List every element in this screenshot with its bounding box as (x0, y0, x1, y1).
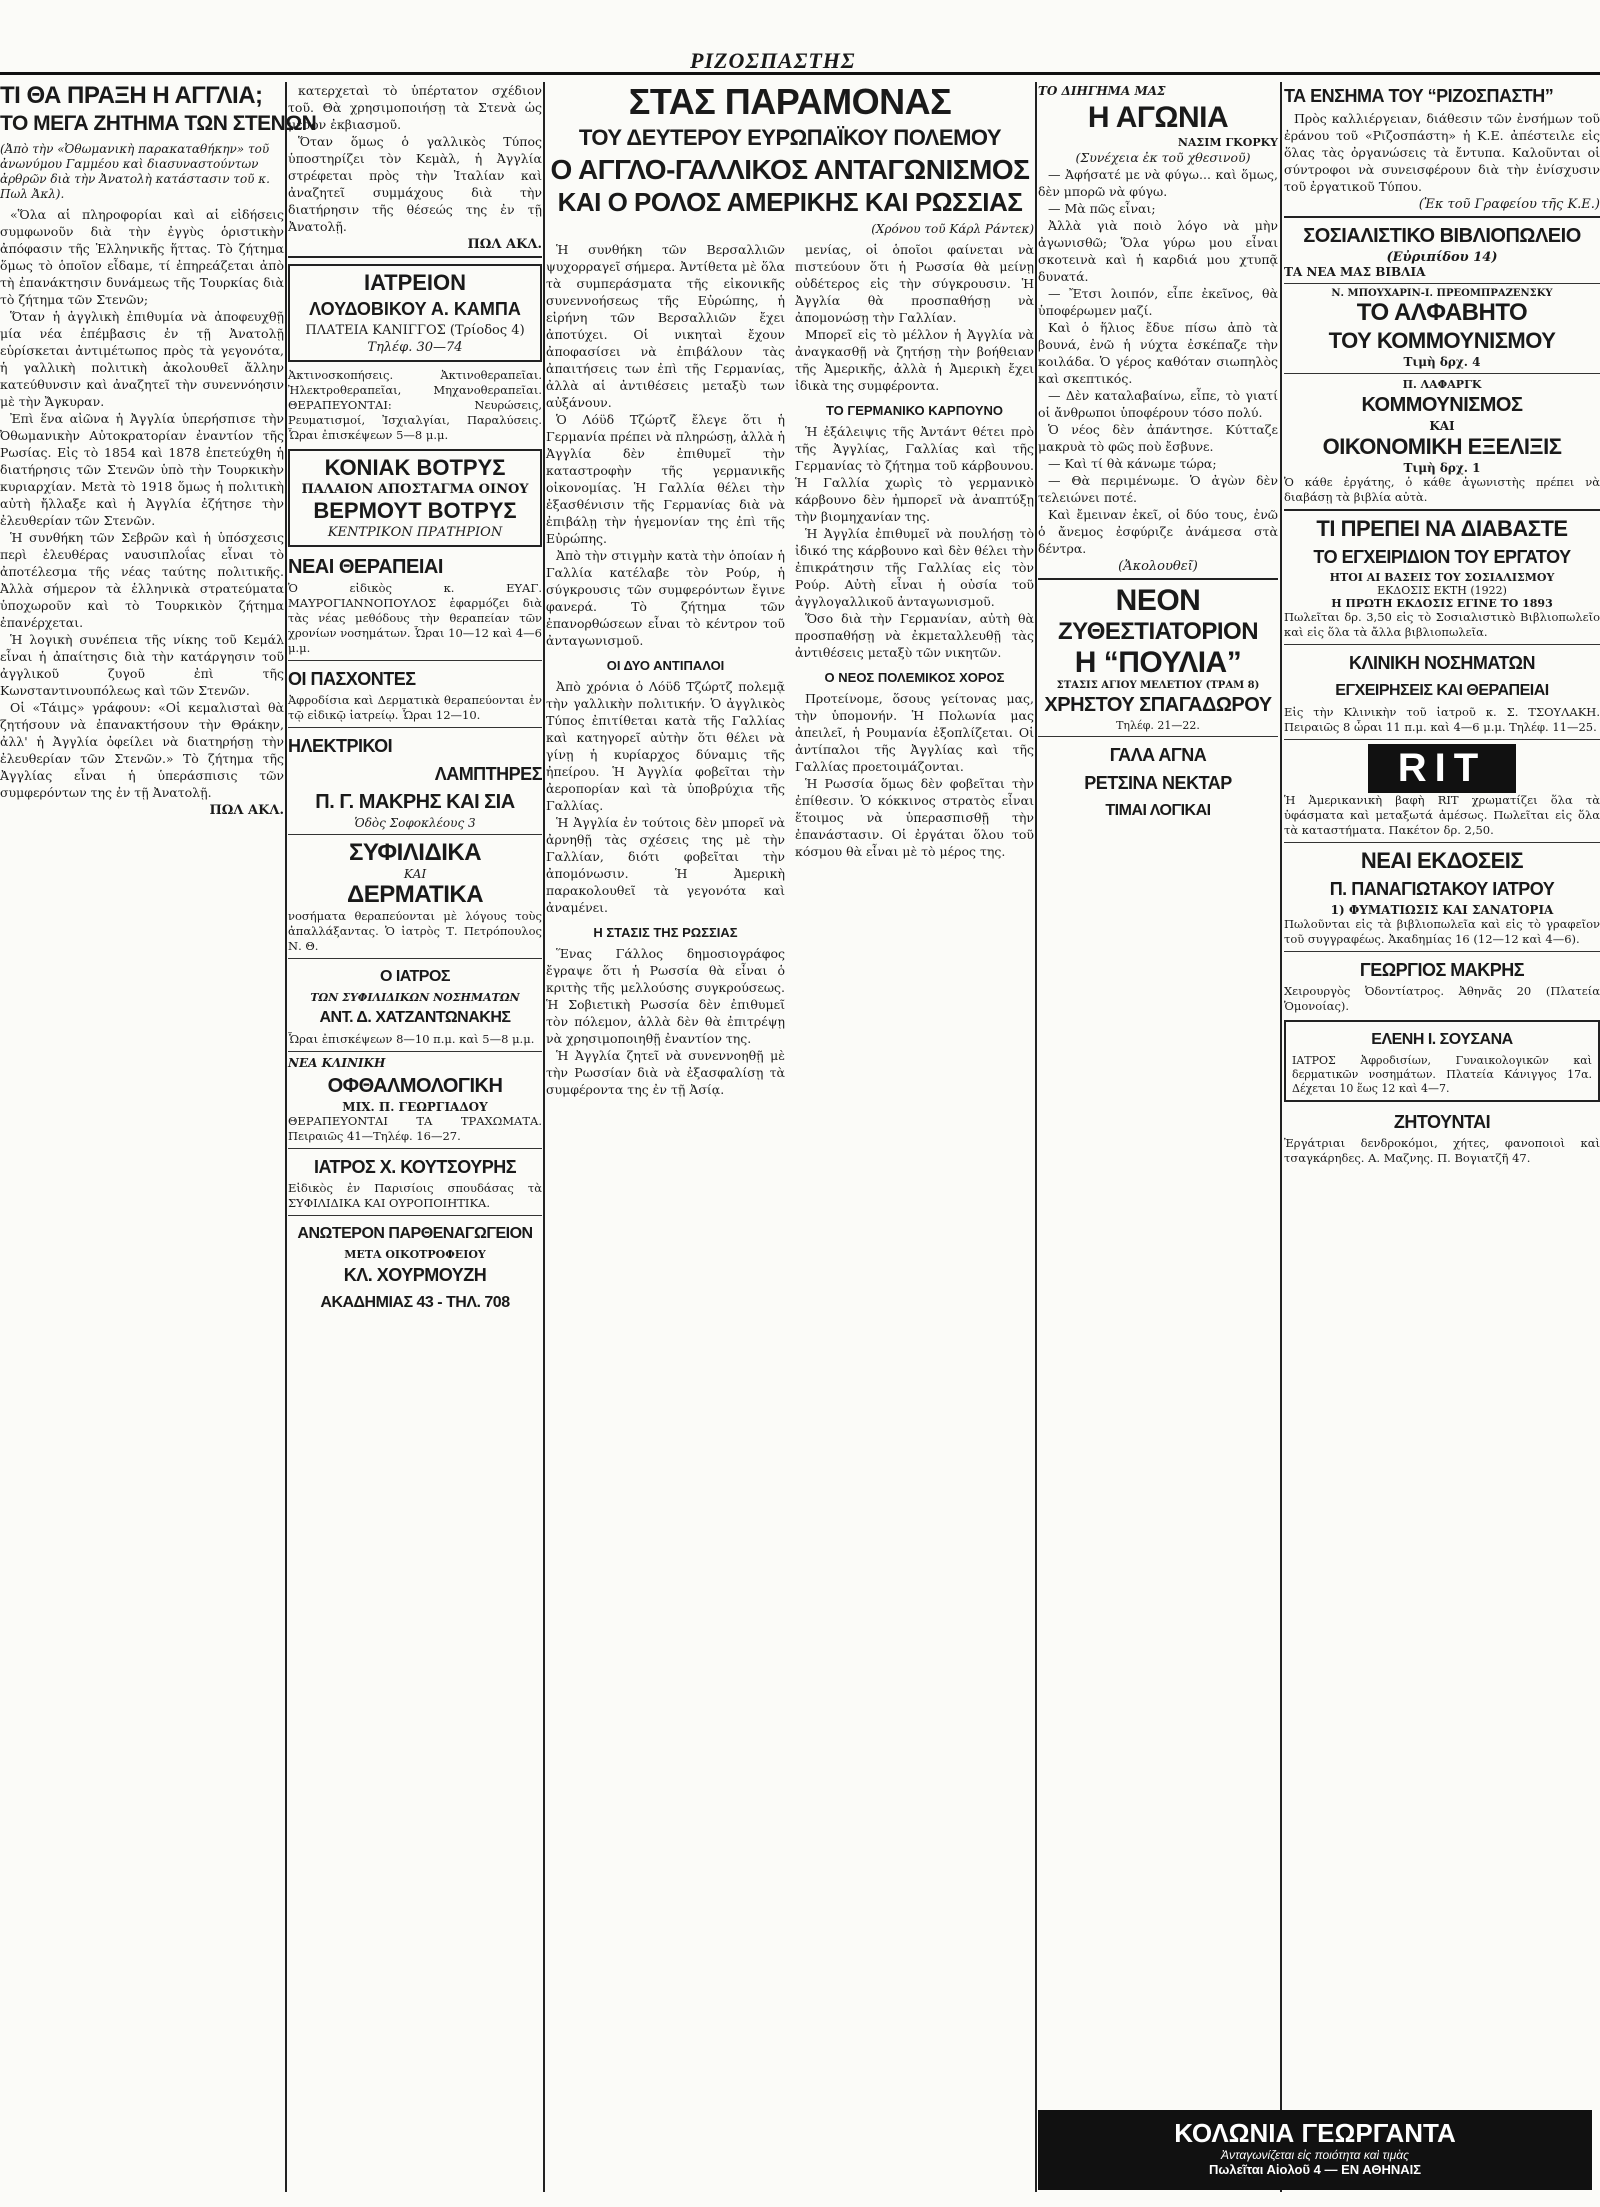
ad-cologne (1038, 2110, 1592, 2190)
paragraph: — Μὰ πῶς εἶναι; (1048, 201, 1156, 216)
article-headline: Ο ΑΓΓΛΟ-ΓΑΛΛΙΚΟΣ ΑΝΤΑΓΩΝΙΣΜΟΣ (550, 154, 1030, 185)
divider (1038, 736, 1278, 737)
ad-line: Ν. ΜΠΟΥΧΑΡΙΝ-Ι. ΠΡΕΟΜΠΡΑΖΕΝΣΚΥ (1331, 288, 1553, 299)
ad-line: ΤΙΜΑΙ ΛΟΓΙΚΑΙ (1105, 802, 1211, 819)
ad-line: ΒΕΡΜΟΥΤ ΒΟΤΡΥΣ (313, 498, 517, 523)
ad-text: Ὁ κάθε ἐργάτης, ὁ κάθε ἀγωνιστὴς πρέπει νὰ διαβάσῃ τὰ βιβλία αὐτὰ. (1284, 475, 1600, 504)
paragraph: Ἐπὶ ἕνα αἰῶνα ἡ Ἀγγλία ὑπερήσπισε τὴν Ὀθωμανικὴν Αὐτοκρατορίαν ἐναντίον τῆς Ρωσίας. Εἰς τὸ 1854 καὶ 1878 ἐπετεύχθη ἡ διατήρησις τῶν Στενῶν ὑπὸ τὴν Τουρκικὴν κυριαρχίαν. Μετὰ τὸ 1918 ὅμως ἡ πολιτικὴ αὐτὴ ἤλλαξε καὶ ἡ Ἀγγλία ἐζήτησε τὴν ἐλευθερίαν τῶν Στενῶν. (0, 411, 284, 528)
ad-line: Πωλεῖται Αἰολοῦ 4 — ΕΝ ΑΘΗΝΑΙΣ (1208, 2162, 1422, 2177)
divider (1284, 509, 1600, 511)
article-subheadline: ΤΟ ΜΕΓΑ ΖΗΤΗΜΑ ΤΩΝ ΣΤΕΝΩΝ (0, 112, 317, 135)
story-title: Η ΑΓΩΝΙΑ (1087, 101, 1229, 134)
paragraph: Ὅταν ὅμως ὁ γαλλικὸς Τύπος ὑποστηρίζει τὸν Κεμὰλ, ἡ Ἀγγλία στρέφεται πρὸς τὴν Ἰταλίαν καὶ ἀναζητεῖ συμμάχους διὰ τὴν διατήρησιν τῆς θέσεώς της ἐν τῇ Ἀνατολῇ. (288, 134, 542, 234)
paragraph: Ὅταν ἡ ἀγγλικὴ ἐπιθυμία νὰ ἀποφευχθῇ μία νέα ἐπέμβασις ἐν τῇ Ἀνατολῇ εὑρίσκεται ἀντιμέτωπος πρὸς τὰ γεγονότα, ἡ γαλλικὴ πολιτικὴ ἀκολουθεῖ ἄλλην κατεύθυνσιν καὶ ἀναζητεῖ τὴν συνεννόησιν μὲ τὴν Ἄγκυραν. (0, 309, 284, 409)
ad-price: Τιμὴ δρχ. 1 (1403, 461, 1481, 475)
article-headline: ΤΙ ΘΑ ΠΡΑΞΗ Η ΑΓΓΛΙΑ; (0, 82, 263, 109)
ad-text: ΙΑΤΡΟΣ Ἀφροδισίων, Γυναικολογικῶν καὶ δερματικῶν νοσημάτων. Πλατεία Κάνιγγος 17α. Δέχεται 10 ἕως 12 καὶ 4—7. (1292, 1054, 1592, 1095)
ad-line: ΠΑΛΑΙΟΝ ΑΠΟΣΤΑΓΜΑ ΟΙΝΟΥ (301, 482, 529, 497)
paragraph: Πρὸς καλλιέργειαν, διάθεσιν τῶν ἐνσήμων τοῦ ἐράνου τοῦ «Ριζοσπάστη» ἡ Κ.Ε. ἀπέστειλε εἰς ὅλας τὰς ὀργανώσεις τὰ ἔντυπα. Καλοῦνται οἱ σύντροφοι νὰ συνεισφέρουν διὰ τὴν ἐνίσχυσιν τοῦ ἐργατικοῦ Τύπου. (1284, 111, 1600, 194)
ad-line: ΚΕΝΤΡΙΚΟΝ ΠΡΑΤΗΡΙΟΝ (327, 525, 503, 540)
ad-text: ΘΕΡΑΠΕΥΟΝΤΑΙ ΤΑ ΤΡΑΧΩΜΑΤΑ. Πειραιῶς 41—Τηλέφ. 16—27. (288, 1114, 542, 1143)
ad-line: ΚΟΝΙΑΚ ΒΟΤΡΥΣ (324, 455, 506, 480)
paragraph: Ὁ Λόϋδ Τζώρτζ ἔλεγε ὅτι ἡ Γερμανία πρέπει νὰ πληρώσῃ, ἀλλὰ ἡ Ἀγγλία δὲν ἐπιθυμεῖ τὴν καταστροφὴν τῆς γερμανικῆς οἰκονομίας. Ἡ Γαλλία θέλει τὴν ἐξασθένισιν τῆς Γερμανίας διὰ νὰ ἐπιβάλῃ τὴν ἡγεμονίαν της ἐπὶ τῆς Εὐρώπης. (546, 412, 785, 546)
paragraph: Καὶ ἔμειναν ἐκεῖ, οἱ δύο τους, ἐνῶ ὁ ἄνεμος ἐσφύριζε ἀνάμεσα στὰ δέντρα. (1038, 507, 1278, 556)
ad-text: Πωλεῖται δρ. 3,50 εἰς τὸ Σοσιαλιστικὸ Βιβλιοπωλεῖο καὶ εἰς ὅλα τὰ ἄλλα βιβλιοπωλεῖα. (1284, 610, 1600, 639)
paragraph: Ὁ νέος δὲν ἀπάντησε. Κύτταζε μακρυὰ τὸ φῶς ποὺ ἔσβυνε. (1038, 422, 1278, 454)
paragraph: Ἕνας Γάλλος δημοσιογράφος ἔγραψε ὅτι ἡ Ρωσσία θὰ εἶναι ὁ κριτὴς τῆς μελλούσης συγκρούσεως. Ἡ Σοβιετικὴ Ρωσσία δὲν ἐπιθυμεῖ τὸν πόλεμον, ἀλλὰ δὲν θὰ ἐπιτρέψῃ νὰ χρησιμοποιηθῇ ἐναντίον της. (546, 946, 785, 1046)
ad-line: ΕΚΔΟΣΙΣ ΕΚΤΗ (1922) (1377, 584, 1507, 597)
ad-rit (1284, 744, 1600, 838)
ad-line: ΕΓΧΕΙΡΗΣΕΙΣ ΚΑΙ ΘΕΡΑΠΕΙΑΙ (1335, 682, 1549, 699)
divider (288, 256, 542, 258)
paragraph: Ἡ Ἀγγλία ἐν τούτοις δὲν μπορεῖ νὰ ἀρνηθῇ τὰς σχέσεις της μὲ τὴν Γαλλίαν, διότι φοβεῖται τὴν ἀπομόνωσιν. Ἡ Ἀμερικὴ παρακολουθεῖ τὰ γεγονότα καὶ ἀναμένει. (546, 815, 785, 915)
ad-line: ΤΙ ΠΡΕΠΕΙ ΝΑ ΔΙΑΒΑΣΤΕ (1316, 516, 1568, 541)
ad-line: ΚΟΛΩΝΙΑ ΓΕΩΡΓΑΝΤΑ (1174, 2118, 1456, 2148)
paragraph: (Συνέχεια ἐκ τοῦ χθεσινοῦ) (1075, 150, 1251, 165)
ad-school (288, 1220, 542, 1317)
ad-line: Π. ΠΑΝΑΓΙΩΤΑΚΟΥ ΙΑΤΡΟΥ (1329, 879, 1555, 899)
ad-text: Ἀφροδίσια καὶ Δερματικὰ θεραπεύονται ἐν τῷ εἰδικῷ ἰατρείῳ. Ὧραι 12—10. (288, 693, 542, 722)
ad-line: ΓΑΛΑ ΑΓΝΑ (1109, 745, 1207, 765)
paragraph: μενίας, οἱ ὁποῖοι φαίνεται νὰ πιστεύουν ὅτι ἡ Ρωσσία θὰ μείνῃ οὐδέτερος εἰς τὴν σύγκρουσιν. Ἡ Ἀγγλία θὰ προσπαθήσῃ νὰ ἀπομονώσῃ τὴν Γαλλίαν. (795, 242, 1034, 325)
divider (1284, 644, 1600, 645)
ad-line: ΤΟ ΑΛΦΑΒΗΤΟ (1356, 299, 1528, 326)
divider (288, 1215, 542, 1216)
divider (1038, 578, 1278, 580)
ad-line: Ὁδὸς Σοφοκλέους 3 (354, 816, 476, 830)
ad-sub: ΤΑ ΝΕΑ ΜΑΣ ΒΙΒΛΙΑ (1284, 265, 1426, 279)
ad-title: ΣΟΣΙΑΛΙΣΤΙΚΟ ΒΙΒΛΙΟΠΩΛΕΙΟ (1303, 225, 1581, 247)
paragraph: Ἀπὸ χρόνια ὁ Λόϋδ Τζώρτζ πολεμᾷ τὴν γαλλικὴν πολιτικήν. Ὁ ἀγγλικὸς Τύπος ἐπιτίθεται κατὰ τῆς Γαλλίας καὶ κατηγορεῖ αὐτὴν ὅτι θέλει νὰ γίνῃ ἡ κυρίαρχος δύναμις τῆς ἠπείρου. Ἡ Ἀγγλία φοβεῖται τὴν ἀεροπορίαν καὶ τὰ ὑποβρύχια τῆς Γαλλίας. (546, 679, 785, 813)
article-byline: (Χρόνου τοῦ Κάρλ Ράντεκ) (871, 222, 1034, 236)
column-divider (1035, 82, 1037, 2192)
signature: (Ἐκ τοῦ Γραφείου τῆς Κ.Ε.) (1418, 197, 1600, 212)
notice-body (1284, 110, 1600, 195)
ad-doctor (288, 963, 542, 1047)
ad-line: Ἀνταγωνίζεται εἰς ποιότητα καὶ τιμὰς (1221, 2148, 1409, 2162)
ad-clinic (288, 264, 542, 362)
paragraph: Ἀπὸ τὴν στιγμὴν κατὰ τὴν ὁποίαν ἡ Γαλλία κατέλαβε τὸν Ρούρ, ἡ σύγκρουσις τῶν συμφερόντων ἔγινε φανερά. Τὸ ζήτημα τῶν ἐπανορθώσεων εἶναι τὸ κέντρον τοῦ ἀνταγωνισμοῦ. (546, 548, 785, 648)
ad-text: νοσήματα θεραπεύονται μὲ λόγους τοὺς ἀπαλλάξαντας. Ὁ ἰατρὸς Τ. Πετρόπουλος Ν. Θ. (288, 909, 542, 953)
ad-line: Η “ΠΟΥΛΙΑ” (1074, 646, 1242, 679)
story-body (1038, 149, 1278, 557)
ad-name: ΜΙΧ. Π. ΓΕΩΡΓΙΑΔΟΥ (342, 1100, 488, 1114)
ad-library (1284, 222, 1600, 279)
ad-title: ΕΛΕΝΗ Ι. ΣΟΥΣΑΝΑ (1371, 1031, 1513, 1048)
ad-title: ΝΕΑΙ ΘΕΡΑΠΕΙΑΙ (288, 556, 443, 578)
paragraph: Καὶ ὁ ἥλιος ἔδυε πίσω ἀπὸ τὰ βουνά, ἐνῶ ἡ νύχτα ἐσκέπαζε τὴν κοιλάδα. Ὁ γέρος καθόταν σιωπηλὸς καὶ σκεπτικός. (1038, 320, 1278, 386)
article-columns (546, 241, 1034, 1098)
ad-koutsouris (288, 1153, 542, 1211)
section-subhead: Η ΣΤΑΣΙΣ ΤΗΣ ΡΩΣΣΙΑΣ (593, 925, 738, 940)
divider (1284, 216, 1600, 218)
column-story (1038, 82, 1278, 2192)
ad-line: ΧΡΗΣΤΟΥ ΣΠΑΓΑΔΩΡΟΥ (1044, 694, 1272, 716)
signature: ΠΩΛ ΑΚΛ. (209, 803, 284, 818)
column-2 (288, 82, 542, 2192)
ad-name: ΛΟΥΔΟΒΙΚΟΥ Α. ΚΑΜΠΑ (309, 299, 521, 319)
ad-title: ΓΕΩΡΓΙΟΣ ΜΑΚΡΗΣ (1359, 960, 1525, 980)
column-5 (1284, 82, 1600, 2192)
ad-line: ΑΝΤ. Δ. ΧΑΤΖΑΝΤΩΝΑΚΗΣ (319, 1009, 511, 1026)
ad-text: Ἀκτινοσκοπήσεις. Ἀκτινοθεραπεῖαι. Ἠλεκτροθεραπεῖαι, Μηχανοθεραπεῖαι. ΘΕΡΑΠΕΥΟΝΤΑΙ: Νευρώσεις, Ρευματισμοί, Ἰσχιαλγίαι, Παραλύσεις. Ὧραι ἐπισκέψεων 5—8 μ.μ. (288, 368, 542, 442)
ad-line: ΤΟΥ ΚΟΜΜΟΥΝΙΣΜΟΥ (1328, 328, 1556, 353)
article-intro: (Ἀπὸ τὴν «Ὀθωμανικὴ παρακαταθήκην» τοῦ ἀνωνύμου Γαμμέου καὶ διασυναστούντων ἀρθρῶν διὰ τὴν Ἀνατολὴ κατάστασιν τοῦ κ. Πωλ Ἀκλ). (0, 142, 270, 201)
ad-line: ΑΝΩΤΕΡΟΝ ΠΑΡΘΕΝΑΓΩΓΕΙΟΝ (297, 1225, 533, 1242)
ad-phone: Τηλέφ. 30—74 (367, 340, 463, 355)
divider (1284, 951, 1600, 952)
ad-line: ΣΤΑΣΙΣ ΑΓΙΟΥ ΜΕΛΕΤΙΟΥ (ΤΡΑΜ 8) (1056, 680, 1260, 691)
column-divider (285, 82, 287, 2192)
paragraph: Ἡ λογικὴ συνέπεια τῆς νίκης τοῦ Κεμάλ εἶναι ἡ ἀπαίτησις διὰ τὴν κατάργησιν τοῦ ἀγγλικοῦ ζυγοῦ ἐπὶ τῆς Κωνσταντινουπόλεως καὶ τῶν Στενῶν. (0, 632, 284, 698)
article-headline: ΚΑΙ Ο ΡΟΛΟΣ ΑΜΕΡΙΚΗΣ ΚΑΙ ΡΩΣΣΙΑΣ (557, 187, 1023, 217)
divider (288, 958, 542, 959)
section-subhead: ΟΙ ΔΥΟ ΑΝΤΙΠΑΛΟΙ (606, 658, 725, 673)
divider (1284, 373, 1600, 374)
divider (1284, 739, 1600, 740)
ad-line: Η ΠΡΩΤΗ ΕΚΔΟΣΙΣ ΕΓΙΝΕ ΤΟ 1893 (1331, 597, 1553, 610)
ad-title: ΗΛΕΚΤΡΙΚΟΙ (288, 736, 393, 756)
article-right-column (795, 241, 1034, 1098)
divider (288, 1051, 542, 1052)
article-body (0, 206, 284, 801)
paragraph: Ἡ συνθήκη τῶν Βερσαλλιῶν ψυχορραγεῖ σήμερα. Ἀντίθετα μὲ ὅλα τὰ συμπεράσματα τῆς εἰκονικῆς συνεννοήσεως τῆς Εὐρώπης, ἡ εἰρήνη τῶν Βερσαλλιῶν ἔχει ἀποτύχει. Οἱ νικηταὶ ἔχουν ἀποφασίσει νὰ ἐπιβάλουν τὰς ἀπαιτήσεις των ἐπὶ τῆς Γερμανίας, ἀλλὰ αἱ ἀντιθέσεις μεταξὺ των αὐξάνουν. (546, 242, 785, 410)
signature: ΠΩΛ ΑΚΛ. (467, 237, 542, 252)
ad-text: Ἐργάτριαι δενδροκόμοι, χήτες, φανοποιοὶ καὶ τσαγκάρηδες. Α. Μαζνης. Π. Βογιατζῆ 47. (1284, 1136, 1600, 1165)
story-continuation: (Ἀκολουθεῖ) (1118, 559, 1198, 574)
ad-line: ΝΕΟΝ (1115, 584, 1201, 617)
ad-restaurant (1038, 584, 1278, 732)
ad-line: ΜΕΤΑ ΟΙΚΟΤΡΟΦΕΙΟΥ (344, 1248, 486, 1261)
ad-text: Πωλοῦνται εἰς τὰ βιβλιοπωλεῖα καὶ εἰς τὸ γραφεῖον τοῦ συγγραφέως. Ἀκαδημίας 16 (12—12 καὶ 4—6). (1284, 917, 1600, 946)
ad-line: ΡΕΤΣΙΝΑ ΝΕΚΤΑΡ (1084, 773, 1232, 793)
paragraph: Ὅσο διὰ τὴν Γερμανίαν, αὐτὴ θὰ προσπαθήσῃ νὰ ἐκμεταλλευθῇ τὰς ἀντιθέσεις μεταξὺ τῶν νικητῶν. (795, 611, 1034, 660)
divider (288, 727, 542, 728)
ad-text: Εἰς τὴν Κλινικὴν τοῦ ἰατροῦ κ. Σ. ΤΣΟΥΛΑΚΗ. Πειραιῶς 8 ὧραι 11 π.μ. καὶ 4—6 μ.μ. Τηλέφ. 11—25. (1284, 705, 1600, 734)
ad-what-to-read (1284, 515, 1600, 640)
ad-text: Εἰδικὸς ἐν Παρισίοις σπουδάσας τὰ ΣΥΦΙΛΙΔΙΚΑ ΚΑΙ ΟΥΡΟΠΟΙΗΤΙΚΑ. (288, 1181, 542, 1210)
ad-tag: ΝΕΑ ΚΛΙΝΙΚΗ (288, 1056, 386, 1070)
paragraph: — Θὰ περιμένωμε. Ὁ ἀγὼν δὲν τελειώνει ποτέ. (1038, 473, 1278, 505)
paragraph: Μπορεῖ εἰς τὸ μέλλον ἡ Ἀγγλία νὰ ἀναγκασθῇ νὰ ζητήσῃ τὴν βοήθειαν τῆς Ἀμερικῆς, ἀλλὰ ἡ Ἀμερικὴ ἔχει ἰδικὰ της συμφέροντα. (795, 327, 1034, 393)
paragraph: Ἡ Ἀγγλία ζητεῖ νὰ συνεννοηθῇ μὲ τὴν Ρωσσίαν διὰ νὰ ἐξασφαλίσῃ τὰ συμφέροντα της ἐν τῇ Ἀσίᾳ. (546, 1048, 785, 1097)
article-headline: ΣΤΑΣ ΠΑΡΑΜΟΝΑΣ (628, 81, 952, 122)
ad-line: Π. Γ. ΜΑΚΡΗΣ ΚΑΙ ΣΙΑ (315, 791, 515, 813)
masthead-rule (0, 72, 1600, 75)
ad-phone: Τηλέφ. 21—22. (1116, 719, 1200, 732)
ad-cognac (288, 449, 542, 547)
paragraph: Ἡ Ἀγγλία ἐπιθυμεῖ νὰ πουλήσῃ τὸ ἰδικό της κάρβουνο καὶ δὲν θέλει τὴν ἐπικράτησιν τῆς Γαλλίας εἰς τὸν Ρούρ. Αὐτὴ εἶναι ἡ οὐσία τοῦ ἀγγλογαλλικοῦ ἀνταγωνισμοῦ. (795, 526, 1034, 609)
ad-line: ΖΥΘΕΣΤΙΑΤΟΡΙΟΝ (1057, 618, 1259, 645)
column-divider (543, 82, 545, 2192)
story-author: ΝΑΣΙΜ ΓΚΟΡΚΥ (1177, 136, 1278, 149)
ad-text: Χειρουργὸς Ὀδοντίατρος. Ἀθηνᾶς 20 (Πλατεία Ὁμονοίας). (1284, 984, 1600, 1013)
paragraph: κατερχεταὶ τὸ ὑπέρτατον σχέδιον τοῦ. Θὰ χρησιμοποιήσῃ τὰ Στενὰ ὡς μέσον ἐκβιασμοῦ. (288, 83, 542, 132)
rit-logo: RIT (1368, 744, 1516, 793)
ad-oi-paschontes (288, 665, 542, 723)
divider (288, 834, 542, 835)
ad-economic-book (1284, 378, 1600, 505)
paragraph: Προτείνομε, ὅσους γείτονας μας, τὴν ὑπομονήν. Ἡ Πολωνία μας ἀπειλεῖ, ἡ Ρουμανία ἐξοπλίζεται. Οἱ ἀντίπαλοι τῆς Ἀγγλίας καὶ τῆς Γαλλίας προετοιμάζονται. (795, 691, 1034, 774)
paragraph: «Ὅλα αἱ πληροφορίαι καὶ αἱ εἰδήσεις συμφωνοῦν διὰ τὴν ἐγγὺς ὁριστικὴν ἀπόφασιν τῆς Ἑλληνικῆς ἥττας. Τὸ ζήτημα ὅμως τὸ ὁποῖον εἶδαμε, τί ἐπηρεάζεται ἀπὸ τὴ ἐπανάκτησιν δυνάμεως τῆς Τουρκίας διὰ τὸ ζήτημα τῶν Στενῶν; (0, 207, 284, 307)
section-subhead: ΤΟ ΓΕΡΜΑΝΙΚΟ ΚΑΡΠΟΥΝΟ (825, 403, 1004, 418)
ad-text: Ὧραι ἐπισκέψεων 8—10 π.μ. καὶ 5—8 μ.μ. (288, 1032, 535, 1046)
paragraph: Ἡ συνθήκη τῶν Σεβρῶν καὶ ἡ ὑπόσχεσις περὶ ἐλευθέρας ναυσιπλοΐας εἶναι τὸ ἀποτέλεσμα τῆς νέας ταύτης πολιτικῆς. Ἀλλὰ σήμερον τὰ ἑλληνικὰ στρατεύματα ὑποχωροῦν καὶ τὸ Τουρκικὸν ζήτημα ἐπανέρχεται. (0, 530, 284, 630)
ad-line: ΗΤΟΙ ΑΙ ΒΑΣΕΙΣ ΤΟΥ ΣΟΣΙΑΛΙΣΜΟΥ (1329, 571, 1555, 584)
ad-new-therapies (288, 553, 542, 656)
ad-line: ΚΛΙΝΙΚΗ ΝΟΣΗΜΑΤΩΝ (1349, 653, 1535, 673)
paragraph: Ἀλλὰ γιὰ ποιὸ λόγο νὰ μὴν ἀγωνισθῶ; Ὅλα γύρω μου εἶναι σκοτεινὰ καὶ ἡ καρδιά μου χτυπᾷ δυνατά. (1038, 218, 1278, 284)
ad-title: ΟΙ ΠΑΣΧΟΝΤΕΣ (288, 669, 416, 689)
ad-line: ΣΥΦΙΛΙΔΙΚΑ (348, 839, 482, 866)
paragraph: — Καὶ τί θὰ κάνωμε τώρα; (1048, 456, 1217, 471)
ad-line: ΚΑΙ (1429, 419, 1455, 433)
article-headline: ΤΟΥ ΔΕΥΤΕΡΟΥ ΕΥΡΩΠΑΪΚΟΥ ΠΟΛΕΜΟΥ (578, 125, 1002, 150)
column-main-article (546, 82, 1034, 2192)
ad-title: ΙΑΤΡΕΙΟΝ (363, 270, 467, 295)
ad-text: Ἡ Ἀμερικανικὴ βαφὴ RIT χρωματίζει ὅλα τὰ ὑφάσματα καὶ μεταξωτά ἀμέσως. Πωλεῖται εἰς ὅλα τὰ καταστήματα. Πακέτον δρ. 2,50. (1284, 793, 1600, 837)
column-divider (1280, 82, 1282, 2192)
ad-line: ΤΩΝ ΣΥΦΙΛΙΔΙΚΩΝ ΝΟΣΗΜΑΤΩΝ (310, 991, 520, 1004)
masthead (0, 8, 1600, 73)
paragraph: Ἡ ἐξάλειψις τῆς Ἀντάντ θέτει πρὸ τῆς Ἀγγλίας, Γαλλίας καὶ τῆς Γερμανίας τὸ ζήτημα τοῦ κάρβουνου. Ἡ Γαλλία χωρὶς τὸ γερμανικὸ κάρβουνο δὲν ἠμπορεῖ νὰ ἀναπτύξῃ τὴν βιομηχανίαν της. (795, 424, 1034, 524)
article-continuation (288, 82, 542, 235)
ad-ophthalmology (288, 1056, 542, 1144)
ad-line: Ο ΙΑΤΡΟΣ (379, 968, 451, 985)
ad-line: ΚΑΙ (403, 867, 427, 881)
column-1 (0, 82, 317, 2192)
ad-line: ΔΕΡΜΑΤΙΚΑ (346, 881, 484, 908)
ad-line: ΤΟ ΕΓΧΕΙΡΙΔΙΟΝ ΤΟΥ ΕΡΓΑΤΟΥ (1313, 547, 1571, 567)
paragraph: Ἡ Ρωσσία ὅμως δὲν φοβεῖται τὴν ἐπίθεσιν. Ὁ κόκκινος στρατὸς εἶναι ἕτοιμος νὰ ὑπερασπισθῇ τὴν ἐπανάστασιν. Οἱ ἐργάται ὅλου τοῦ κόσμου θὰ εἶναι μὲ τὸ μέρος της. (795, 776, 1034, 859)
ad-line: 1) ΦΥΜΑΤΙΩΣΙΣ ΚΑΙ ΣΑΝΑΤΟΡΙΑ (1330, 903, 1554, 917)
divider (288, 1148, 542, 1149)
ad-title: ΟΦΘΑΛΜΟΛΟΓΙΚΗ (327, 1075, 503, 1097)
ad-address: (Εὐριπίδου 14) (1386, 250, 1498, 265)
ad-alphabet-book (1284, 288, 1600, 369)
ad-text: Ὁ εἰδικὸς κ. ΕΥΑΓ. ΜΑΥΡΟΓΙΑΝΝΟΠΟΥΛΟΣ ἐφαρμόζει διὰ τὰς νέας μεθόδους τὴν θεραπείαν τῶν χρονίων νοσημάτων. Ὧραι 10—12 καὶ 4—6 μ.μ. (288, 581, 542, 655)
ad-surgery (1284, 649, 1600, 735)
divider (1284, 283, 1600, 284)
section-subhead: Ο ΝΕΟΣ ΠΟΛΕΜΙΚΟΣ ΧΟΡΟΣ (824, 670, 1005, 685)
masthead-title: ΡΙΖΟΣΠΑΣΤΗΣ (690, 48, 856, 73)
divider (1284, 842, 1600, 843)
ad-electric (288, 732, 542, 830)
ad-price: Τιμὴ δρχ. 4 (1403, 355, 1481, 369)
paragraph: Οἱ «Τάιμς» γράφουν: «Οἱ κεμαλισταὶ θὰ ζητήσουν νὰ ἐπανακτήσουν τὴν Θράκην, ἀλλ' ἡ Ἀγγλία ὀφείλει νὰ διατηρήσῃ τὴν ἐλευθερίαν τῶν Στενῶν.» Τὸ ζήτημα τῆς Ἀγγλίας εἶναι ἡ ὑπεράσπισις τῶν συμφερόντων της ἐν τῇ Ἀνατολῇ. (0, 700, 284, 800)
section-tag: ΤΟ ΔΙΗΓΗΜΑ ΜΑΣ (1038, 84, 1166, 98)
divider (288, 660, 542, 661)
paragraph: — Ἔτσι λοιπόν, εἶπε ἐκεῖνος, θὰ ὑποφέρωμεν μαζί. (1038, 286, 1278, 318)
paragraph: — Ἀφήσατέ με νὰ φύγω... καὶ ὅμως, δὲν μπορῶ νὰ φύγω. (1038, 167, 1278, 199)
notice-headline: ΤΑ ΕΝΣΗΜΑ ΤΟΥ “ΡΙΖΟΣΠΑΣΤΗ” (1284, 86, 1554, 106)
ad-line: ΚΛ. ΧΟΥΡΜΟΥΖΗ (343, 1265, 487, 1285)
ad-wanted (1284, 1108, 1600, 1166)
ad-title: ΙΑΤΡΟΣ Χ. ΚΟΥΤΣΟΥΡΗΣ (313, 1157, 517, 1177)
ad-syphilis (288, 839, 542, 954)
ad-line: ΝΕΑΙ ΕΚΔΟΣΕΙΣ (1360, 848, 1524, 873)
ad-sousana (1284, 1020, 1600, 1102)
paragraph: — Δὲν καταλαβαίνω, εἶπε, τὸ γιατί οἱ ἄνθρωποι ὑποφέρουν τόσο πολύ. (1038, 388, 1278, 420)
ad-title: ΖΗΤΟΥΝΤΑΙ (1393, 1112, 1491, 1132)
ad-line: ΑΚΑΔΗΜΙΑΣ 43 - ΤΗΛ. 708 (320, 1294, 510, 1311)
article-left-column (546, 241, 785, 1098)
ad-line: Π. ΛΑΦΑΡΓΚ (1402, 378, 1482, 391)
ad-line: ΟΙΚΟΝΟΜΙΚΗ ΕΞΕΛΙΞΙΣ (1322, 434, 1562, 459)
ad-new-editions (1284, 847, 1600, 947)
ad-line: ΛΑΜΠΤΗΡΕΣ (434, 764, 542, 784)
ad-line: ΚΟΜΜΟΥΝΙΣΜΟΣ (1361, 394, 1523, 416)
ad-wine (1038, 741, 1278, 825)
ad-makris (1284, 956, 1600, 1014)
ad-address: ΠΛΑΤΕΙΑ ΚΑΝΙΓΓΟΣ (Τρίοδος 4) (305, 323, 525, 338)
